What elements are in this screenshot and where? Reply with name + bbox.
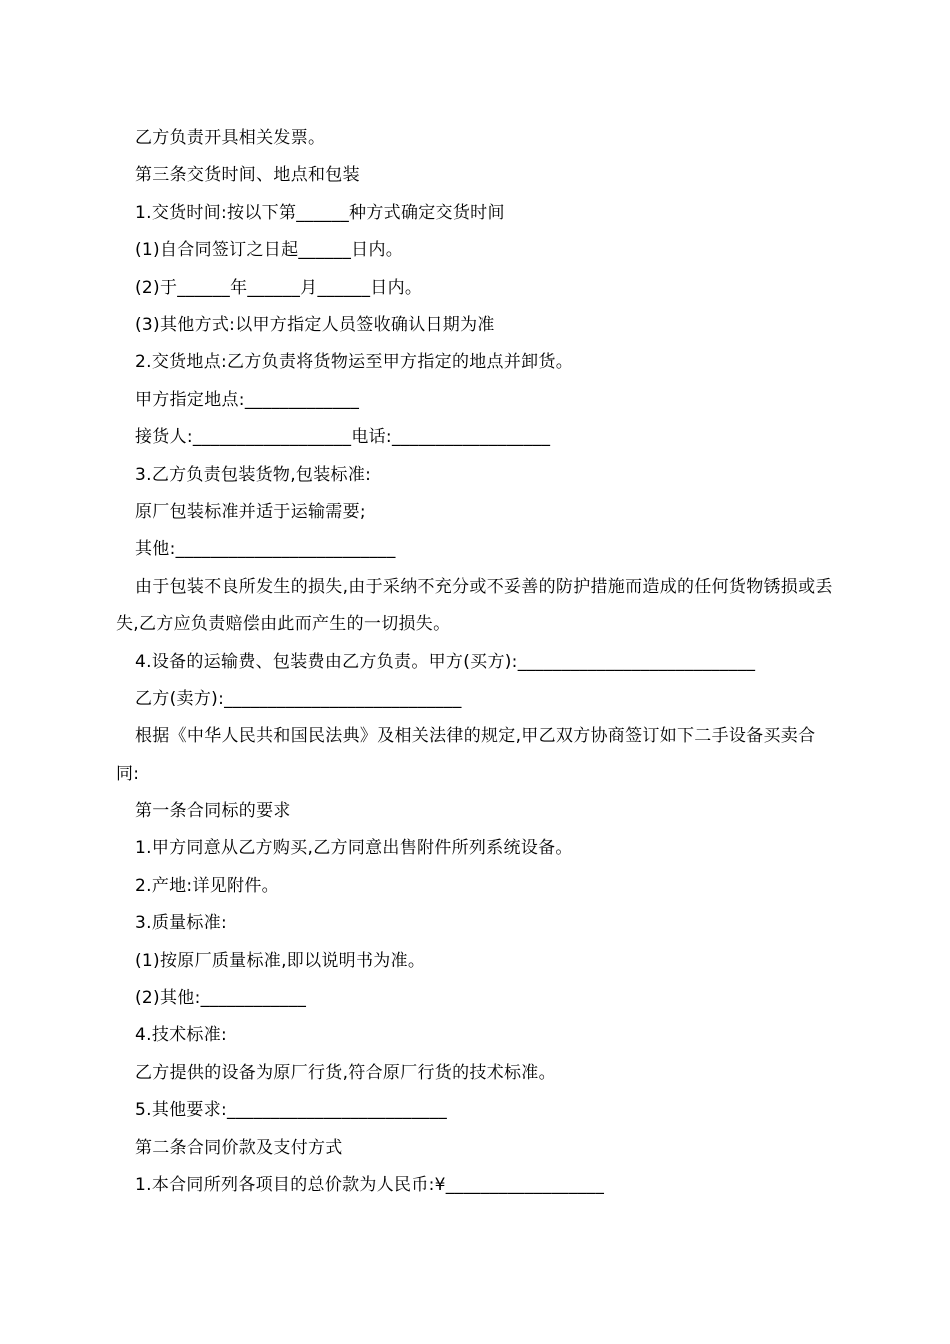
paragraph-option-1: (1)自合同签订之日起______日内。 bbox=[135, 240, 404, 261]
paragraph-preamble: 根据《中华人民共和国民法典》及相关法律的规定,甲乙双方协商签订如下二手设备买卖合同: bbox=[116, 726, 816, 784]
paragraph-receiver-phone: 接货人:__________________电话:__________________ bbox=[135, 427, 551, 448]
heading-article-2: 第二条合同价款及支付方式 bbox=[135, 1137, 343, 1158]
heading-article-1: 第一条合同标的要求 bbox=[135, 801, 291, 822]
paragraph-original-goods: 乙方提供的设备为原厂行货,符合原厂行货的技术标准。 bbox=[135, 1062, 556, 1083]
paragraph-other-packaging: 其他:_________________________ bbox=[135, 539, 396, 560]
paragraph-delivery-location: 2.交货地点:乙方负责将货物运至甲方指定的地点并卸货。 bbox=[135, 352, 574, 373]
paragraph-original-packaging: 原厂包装标准并适于运输需要; bbox=[135, 501, 366, 522]
paragraph-invoice: 乙方负责开具相关发票。 bbox=[135, 128, 326, 148]
paragraph-option-2: (2)于______年______月______日内。 bbox=[135, 277, 423, 298]
paragraph-transport-cost-buyer: 4.设备的运输费、包装费由乙方负责。甲方(买方):___________________________ bbox=[135, 651, 756, 672]
paragraph-seller: 乙方(卖方):___________________________ bbox=[135, 688, 462, 709]
heading-article-3: 第三条交货时间、地点和包装 bbox=[135, 165, 360, 186]
paragraph-quality-option-2: (2)其他:____________ bbox=[135, 988, 307, 1009]
paragraph-designated-location: 甲方指定地点:_____________ bbox=[135, 389, 360, 410]
paragraph-technical-standard: 4.技术标准: bbox=[135, 1025, 228, 1046]
document-body bbox=[116, 120, 836, 1204]
paragraph-total-price: 1.本合同所列各项目的总价款为人民币:¥__________________ bbox=[135, 1175, 605, 1195]
paragraph-quality-option-1: (1)按原厂质量标准,即以说明书为准。 bbox=[135, 950, 426, 971]
paragraph-other-requirements: 5.其他要求:_________________________ bbox=[135, 1100, 448, 1121]
paragraph-packaging: 3.乙方负责包装货物,包装标准: bbox=[135, 464, 372, 485]
paragraph-origin: 2.产地:详见附件。 bbox=[135, 875, 279, 896]
paragraph-packaging-damage: 由于包装不良所发生的损失,由于采纳不充分或不妥善的防护措施而造成的任何货物锈损或丢失,乙方应负责赔偿由此而产生的一切损失。 bbox=[116, 576, 833, 635]
paragraph-delivery-time: 1.交货时间:按以下第______种方式确定交货时间 bbox=[135, 202, 505, 223]
paragraph-option-3: (3)其他方式:以甲方指定人员签收确认日期为准 bbox=[135, 314, 495, 335]
paragraph-quality-standard: 3.质量标准: bbox=[135, 913, 228, 934]
paragraph-purchase-agreement: 1.甲方同意从乙方购买,乙方同意出售附件所列系统设备。 bbox=[135, 838, 573, 859]
